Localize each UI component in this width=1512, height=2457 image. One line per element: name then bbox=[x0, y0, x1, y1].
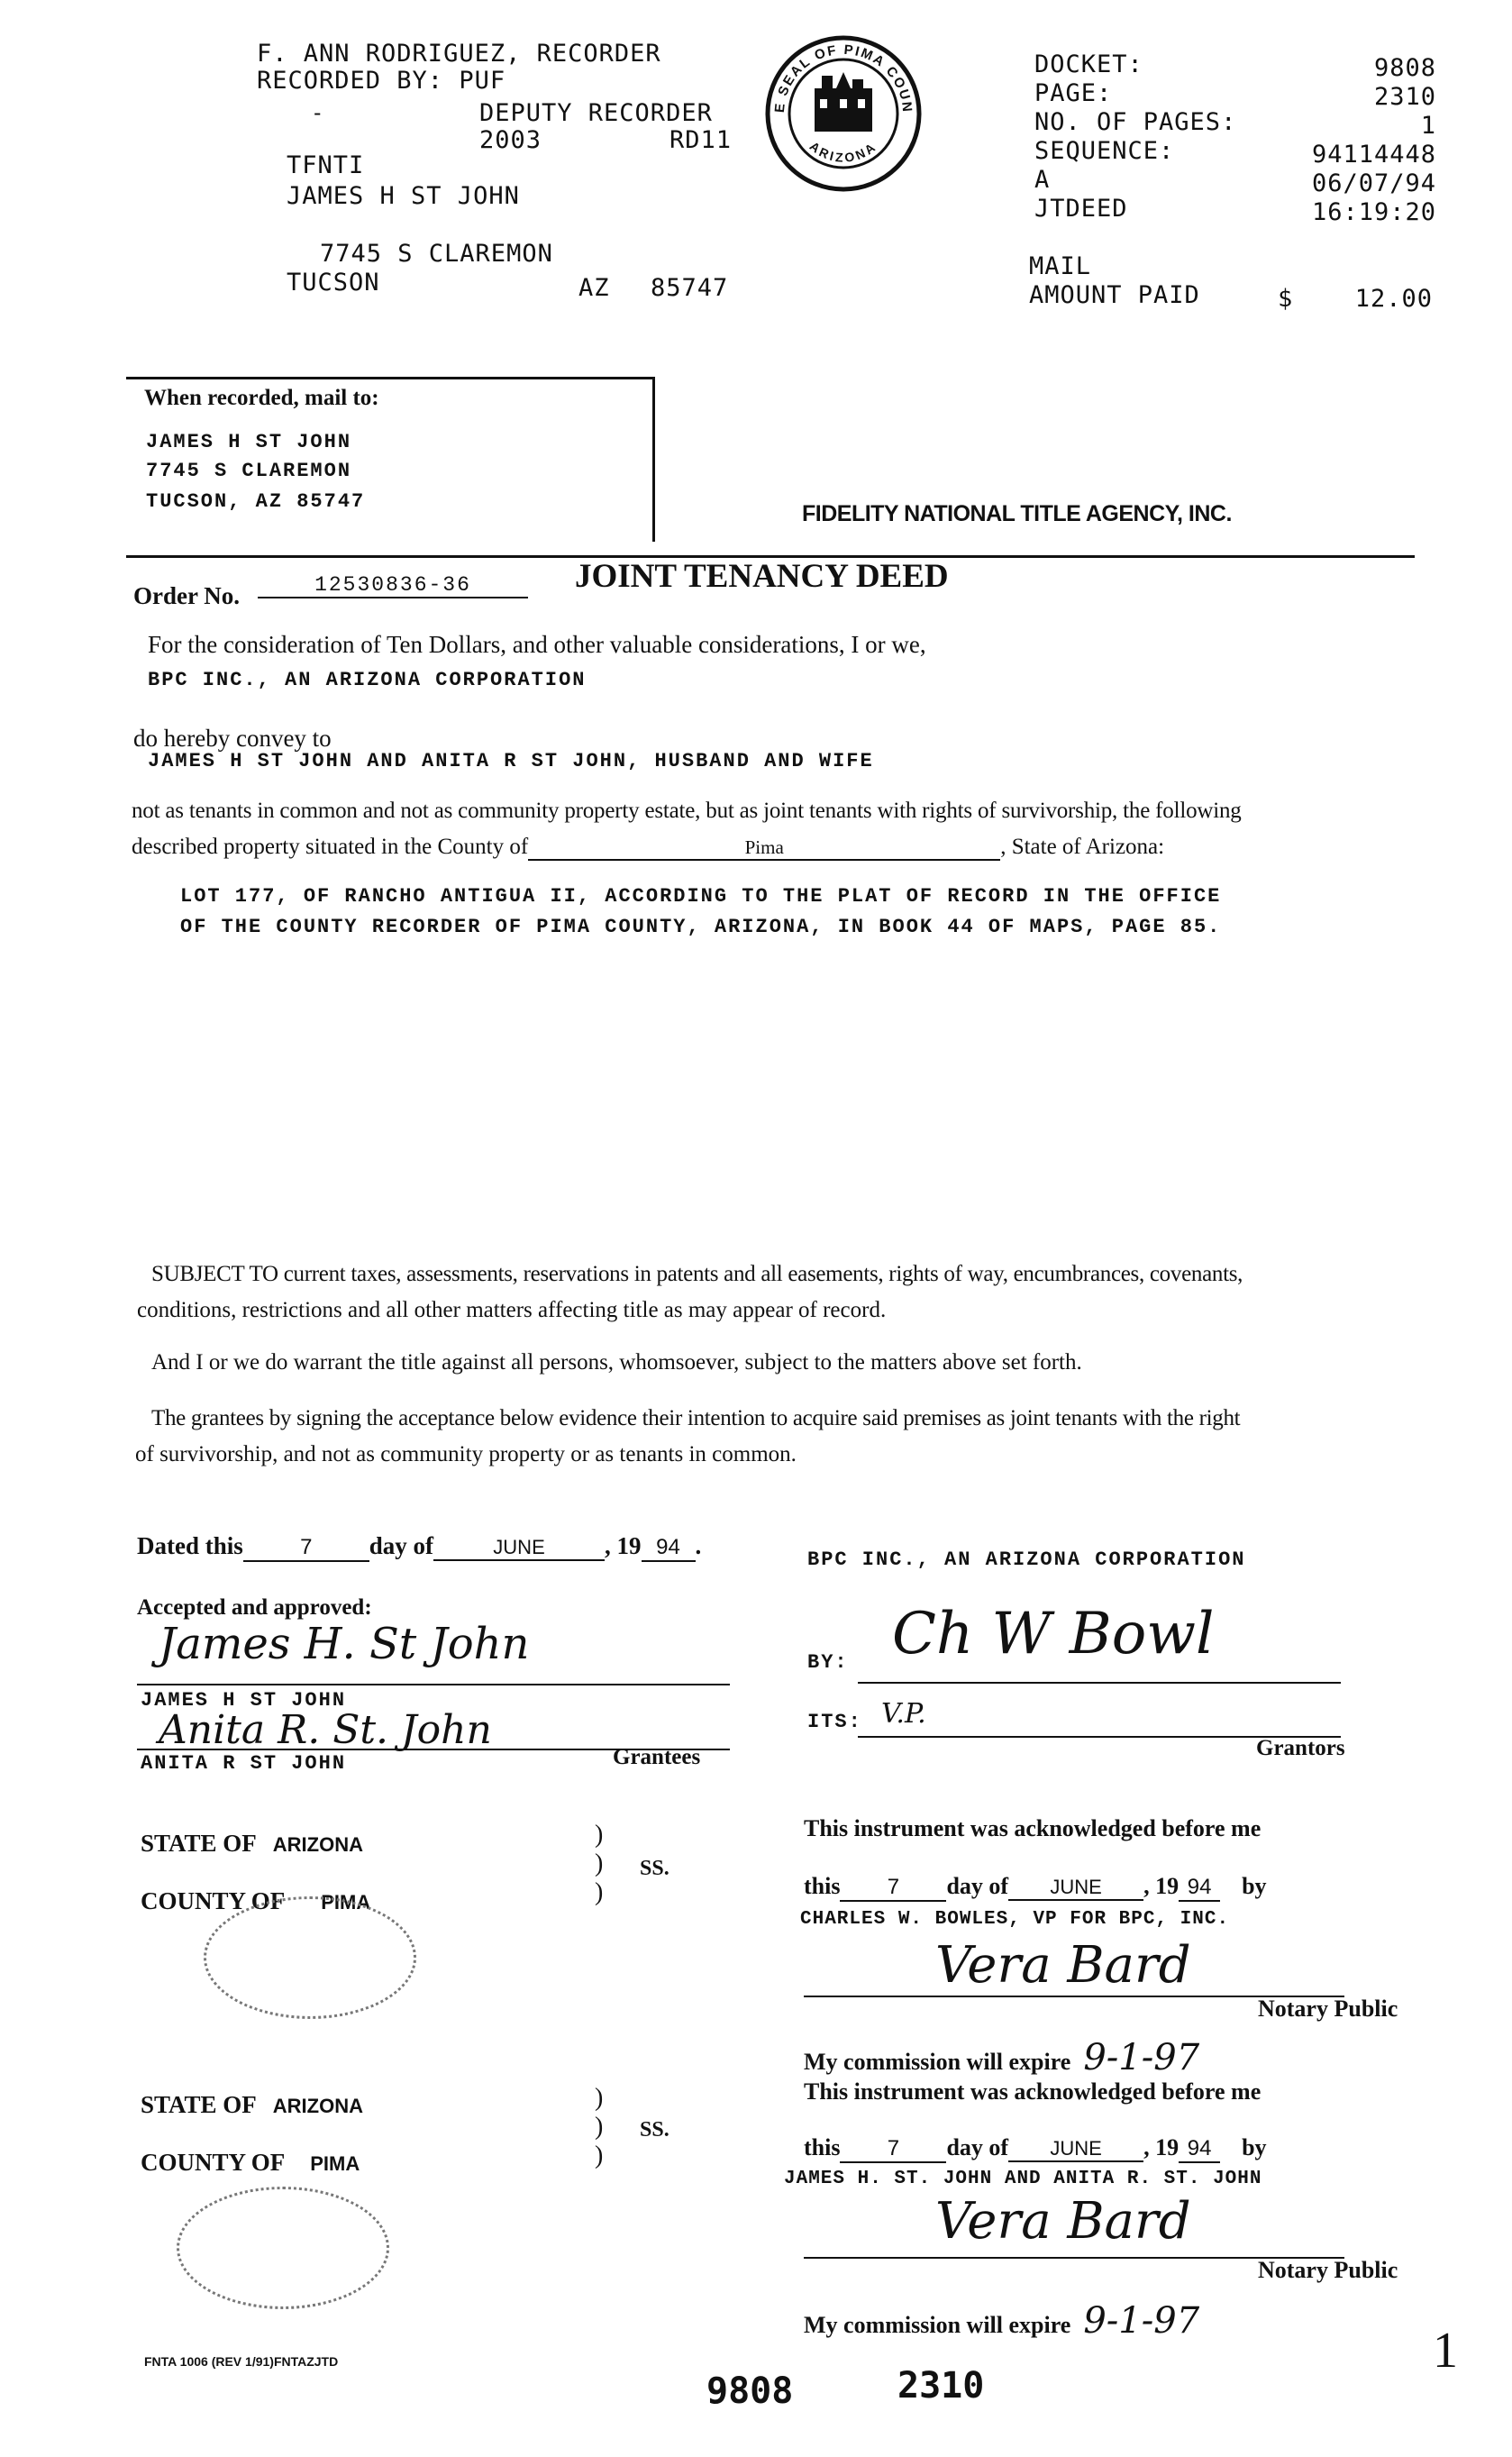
deed-title: JOINT TENANCY DEED bbox=[575, 558, 949, 595]
notary2-day-of: day of bbox=[946, 2134, 1009, 2160]
notary2-county-line bbox=[141, 2149, 360, 2177]
notary2-party: JAMES H. ST. JOHN AND ANITA R. ST. JOHN bbox=[784, 2169, 1262, 2189]
recorder-addressee: JAMES H ST JOHN bbox=[287, 182, 520, 210]
notary1-year-prefix: , 19 bbox=[1143, 1873, 1180, 1899]
notary1-by: by bbox=[1242, 1873, 1267, 1899]
grantees-intent-text-2: of survivorship, and not as community property or as tenants in common. bbox=[135, 1442, 797, 1466]
grantees-intent-text-1: The grantees by signing the acceptance below evidence their intention to acquire said premises as joint tenants with the right bbox=[151, 1406, 1241, 1430]
grantor-signature: Ch W Bowl bbox=[892, 1601, 1215, 1667]
property-county-line bbox=[132, 835, 1164, 861]
grantee-name-2: ANITA R ST JOHN bbox=[141, 1752, 347, 1775]
num-pages-value: 1 bbox=[1420, 112, 1436, 140]
seal-emblem-icon bbox=[762, 32, 925, 195]
grantee-name-1: JAMES H ST JOHN bbox=[141, 1689, 347, 1712]
grantor-title: V.P. bbox=[881, 1698, 926, 1730]
page-label: PAGE: bbox=[1034, 79, 1113, 107]
warranty-text: And I or we do warrant the title against all persons, whomsoever, subject to the matters above set forth. bbox=[151, 1350, 1082, 1375]
notary1-ack: This instrument was acknowledged before me bbox=[804, 1815, 1262, 1841]
docket-value: 9808 bbox=[1373, 54, 1436, 82]
notary1-day: 7 bbox=[840, 1875, 946, 1902]
dated-day: 7 bbox=[243, 1535, 369, 1562]
notary2-county-label: COUNTY OF bbox=[141, 2149, 286, 2176]
recorder-city: TUCSON bbox=[287, 269, 380, 297]
property-county: Pima bbox=[528, 836, 1000, 861]
subject-to-text-2: conditions, restrictions and all other matters affecting title as may appear of record. bbox=[137, 1298, 887, 1322]
grantor-sig-line bbox=[858, 1682, 1341, 1684]
doc-type: JTDEED bbox=[1034, 195, 1128, 223]
notary1-expire-label: My commission will expire bbox=[804, 2049, 1071, 2075]
notary1-state-label: STATE OF bbox=[141, 1830, 257, 1857]
amount-symbol: $ bbox=[1278, 285, 1294, 313]
legal-description-1: LOT 177, OF RANCHO ANTIGUA II, ACCORDING TO THE PLAT OF RECORD IN THE OFFICE bbox=[180, 885, 1222, 908]
recorder-dash: - bbox=[311, 100, 325, 125]
dated-line bbox=[137, 1532, 701, 1562]
dated-year: 94 bbox=[642, 1535, 696, 1562]
recorder-street: 7745 S CLAREMON bbox=[320, 240, 553, 268]
page-value: 2310 bbox=[1373, 83, 1436, 111]
notary2-county: PIMA bbox=[310, 2152, 360, 2175]
deputy-code: RD11 bbox=[669, 126, 733, 154]
grantor-by-label: BY: bbox=[807, 1651, 849, 1674]
record-date: 06/07/94 bbox=[1311, 169, 1436, 197]
dated-label: Dated this bbox=[137, 1532, 243, 1559]
mail-to-name: JAMES H ST JOHN bbox=[146, 431, 352, 453]
form-number: FNTA 1006 (REV 1/91)FNTAZJTD bbox=[144, 2354, 339, 2369]
convey-text: do hereby convey to bbox=[133, 725, 332, 752]
notary2-brackets: ) ) ) bbox=[595, 2084, 604, 2169]
tenancy-text: not as tenants in common and not as community property estate, but as joint tenants with rights of survivorship, the following bbox=[132, 799, 1242, 823]
notary1-party: CHARLES W. BOWLES, VP FOR BPC, INC. bbox=[800, 1909, 1230, 1930]
notary2-state: ARIZONA bbox=[272, 2095, 363, 2117]
notary1-expire: 9-1-97 bbox=[1083, 2037, 1200, 2078]
amount-paid-label: AMOUNT PAID bbox=[1029, 281, 1200, 309]
record-time: 16:19:20 bbox=[1311, 198, 1436, 226]
notary1-state-line bbox=[141, 1830, 363, 1858]
docket-label: DOCKET: bbox=[1034, 50, 1143, 78]
notary1-brackets: ) ) ) bbox=[595, 1821, 604, 1906]
notary2-this: this bbox=[804, 2134, 841, 2160]
notary2-date-line bbox=[804, 2134, 1267, 2163]
notary1-expire-line bbox=[804, 2037, 1199, 2078]
dated-day-of: day of bbox=[369, 1532, 434, 1559]
mail-to-heading: When recorded, mail to: bbox=[144, 386, 379, 410]
order-number: 12530836-36 bbox=[258, 573, 528, 598]
notary1-day-of: day of bbox=[946, 1873, 1009, 1899]
notary1-year: 94 bbox=[1179, 1875, 1220, 1902]
deputy-recorder: DEPUTY RECORDER bbox=[479, 99, 713, 127]
notary1-county-label: COUNTY OF bbox=[141, 1887, 286, 1914]
notary2-ack: This instrument was acknowledged before me bbox=[804, 2078, 1262, 2105]
grantee-signature-2: Anita R. St. John bbox=[159, 1707, 492, 1753]
num-pages-label: NO. OF PAGES: bbox=[1034, 108, 1237, 136]
legal-description-2: OF THE COUNTY RECORDER OF PIMA COUNTY, ARIZONA, IN BOOK 44 OF MAPS, PAGE 85. bbox=[180, 916, 1222, 938]
notary2-year: 94 bbox=[1179, 2136, 1220, 2163]
notary2-role: Notary Public bbox=[1258, 2257, 1398, 2283]
notary1-county: PIMA bbox=[321, 1891, 371, 1914]
recorded-by: RECORDED BY: PUF bbox=[257, 67, 506, 95]
order-number-field bbox=[258, 573, 528, 598]
consideration-text: For the consideration of Ten Dollars, and other valuable considerations, I or we, bbox=[148, 631, 926, 658]
instrument-code: A bbox=[1034, 166, 1051, 194]
notary2-year-prefix: , 19 bbox=[1143, 2134, 1180, 2160]
notary2-ss: SS. bbox=[640, 2118, 669, 2142]
notary2-month: JUNE bbox=[1008, 2137, 1143, 2162]
mail-to-city: TUCSON, AZ 85747 bbox=[146, 490, 366, 513]
sequence-value: 94114448 bbox=[1311, 141, 1436, 169]
grantor-its-label: ITS: bbox=[807, 1711, 862, 1733]
notary1-signature: Vera Bard bbox=[935, 1936, 1191, 1995]
notary1-state: ARIZONA bbox=[272, 1833, 363, 1856]
notary2-day: 7 bbox=[840, 2136, 946, 2163]
grantors-role: Grantors bbox=[1256, 1736, 1345, 1760]
notary2-by: by bbox=[1242, 2134, 1267, 2160]
notary2-expire: 9-1-97 bbox=[1083, 2300, 1200, 2342]
amount-paid-value: 12.00 bbox=[1354, 285, 1433, 313]
footer-mark: 1 bbox=[1433, 2323, 1458, 2379]
notary2-signature: Vera Bard bbox=[935, 2192, 1191, 2251]
footer-page: 2310 bbox=[897, 2365, 985, 2407]
property-state-text: , State of Arizona: bbox=[1000, 835, 1165, 859]
order-label: Order No. bbox=[133, 582, 240, 609]
recorder-zip: 85747 bbox=[651, 274, 729, 302]
notary1-month: JUNE bbox=[1008, 1876, 1143, 1901]
dated-end: . bbox=[695, 1532, 702, 1559]
grantor-corp-name: BPC INC., AN ARIZONA CORPORATION bbox=[807, 1548, 1246, 1571]
recorder-tenant-code: TFNTI bbox=[287, 151, 365, 179]
notary2-state-line bbox=[141, 2091, 363, 2119]
county-seal bbox=[762, 32, 925, 195]
footer-docket: 9808 bbox=[706, 2370, 794, 2412]
grantee-signature-1: James H. St John bbox=[159, 1619, 530, 1669]
subject-to-text-1: SUBJECT TO current taxes, assessments, reservations in patents and all easements, rights of way, encumbrances, covenants, bbox=[151, 1262, 1243, 1286]
notary1-date-line bbox=[804, 1873, 1267, 1902]
sequence-label: SEQUENCE: bbox=[1034, 137, 1175, 165]
title-agency: FIDELITY NATIONAL TITLE AGENCY, INC. bbox=[802, 501, 1232, 526]
recorder-state: AZ bbox=[578, 274, 610, 302]
notary1-this: this bbox=[804, 1873, 841, 1899]
notary2-state-label: STATE OF bbox=[141, 2091, 257, 2118]
mail-to-street: 7745 S CLAREMON bbox=[146, 460, 352, 482]
property-county-text: described property situated in the County of bbox=[132, 835, 529, 859]
notary2-expire-line bbox=[804, 2300, 1199, 2342]
grantee-sig-line-1 bbox=[137, 1684, 730, 1685]
notary1-seal-icon bbox=[204, 1896, 416, 2019]
grantees-role: Grantees bbox=[613, 1745, 701, 1769]
notary1-role: Notary Public bbox=[1258, 1996, 1398, 2022]
deputy-id: 2003 bbox=[479, 126, 542, 154]
grantor-name: BPC INC., AN ARIZONA CORPORATION bbox=[148, 669, 587, 691]
recorder-name: F. ANN RODRIGUEZ, RECORDER bbox=[257, 40, 661, 68]
accepted-label: Accepted and approved: bbox=[137, 1595, 372, 1620]
grantees-names: JAMES H ST JOHN AND ANITA R ST JOHN, HUSBAND AND WIFE bbox=[148, 750, 874, 772]
mail-flag: MAIL bbox=[1029, 252, 1092, 280]
dated-month: JUNE bbox=[433, 1536, 605, 1561]
seal-bottom-text: ARIZONA bbox=[806, 138, 880, 165]
notary2-expire-label: My commission will expire bbox=[804, 2312, 1071, 2338]
seal-top-text: E SEAL OF PIMA COUN bbox=[771, 41, 915, 114]
notary1-ss: SS. bbox=[640, 1857, 669, 1880]
notary2-seal-icon bbox=[177, 2187, 389, 2309]
dated-year-prefix: , 19 bbox=[605, 1532, 642, 1559]
